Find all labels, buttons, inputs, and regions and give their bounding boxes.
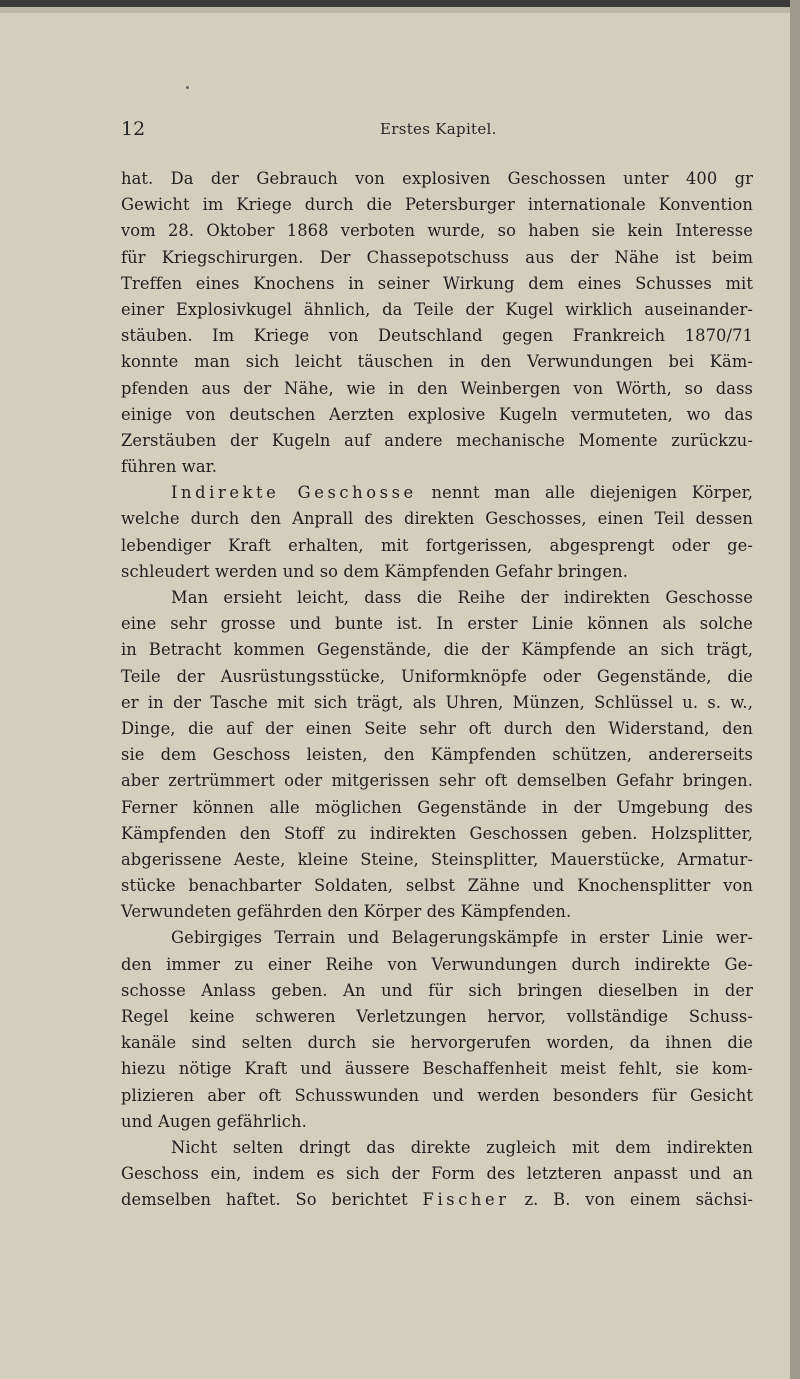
text-line: für Kriegschirurgen. Der Chassepotschuss aus der Nähe ist beim xyxy=(121,247,753,267)
text-line: vom 28. Oktober 1868 verboten wurde, so haben sie kein Interesse xyxy=(121,221,753,241)
text-line: pfenden aus der Nähe, wie in den Weinbergen von Wörth, so dass xyxy=(121,378,753,398)
emphasized-name: Fischer xyxy=(422,1190,510,1210)
text-line xyxy=(121,1187,753,1213)
text-line: Regel keine schweren Verletzungen hervor, vollständige Schuss- xyxy=(121,1007,753,1026)
text-line: Teile der Ausrüstungsstücke, Uniformknöpfe oder Gegenstände, die xyxy=(121,666,753,686)
scan-top-shadow xyxy=(0,7,800,13)
text-line: Gewicht im Kriege durch die Petersburger internationale Konvention xyxy=(121,195,753,215)
running-head: Erstes Kapitel. xyxy=(380,120,497,138)
text-line: welche durch den Anprall des direkten Geschosses, einen Teil dessen xyxy=(121,509,753,529)
paper-speck xyxy=(186,86,189,89)
text-line: schosse Anlass geben. An und für sich bringen dieselben in der xyxy=(121,980,753,1000)
text-segment: demselben haftet. So berichtet xyxy=(121,1190,408,1210)
text-line: Zerstäuben der Kugeln auf andere mechanische Momente zurückzu- xyxy=(121,430,753,450)
text-line: hiezu nötige Kraft und äussere Beschaffenheit meist fehlt, sie kom- xyxy=(121,1059,753,1079)
text-segment: nennt man alle diejenigen Körper, xyxy=(431,483,753,503)
text-line: Kämpfenden den Stoff zu indirekten Geschossen geben. Holzsplitter, xyxy=(121,823,753,843)
text-line: sie dem Geschoss leisten, den Kämpfenden schützen, andererseits xyxy=(121,745,753,765)
text-line: kanäle sind selten durch sie hervorgerufen worden, da ihnen die xyxy=(121,1033,753,1053)
text-line: Geschoss ein, indem es sich der Form des letzteren anpasst und an xyxy=(121,1164,753,1184)
page-header xyxy=(121,118,753,142)
text-line xyxy=(121,480,753,506)
text-line: den immer zu einer Reihe von Verwundungen durch indirekte Ge- xyxy=(121,954,753,974)
text-line: stäuben. Im Kriege von Deutschland gegen Frankreich 1870/71 xyxy=(121,326,753,346)
text-line: Nicht selten dringt das direkte zugleich mit dem indirekten xyxy=(171,1137,753,1157)
text-line: Gebirgiges Terrain und Belagerungskämpfe in erster Linie wer- xyxy=(171,928,753,948)
scan-right-edge xyxy=(790,0,800,1379)
text-line: eine sehr grosse und bunte ist. In erster Linie können als solche xyxy=(121,614,753,634)
text-line: schleudert werden und so dem Kämpfenden Gefahr bringen. xyxy=(121,561,629,581)
text-line: Ferner können alle möglichen Gegenstände in der Umgebung des xyxy=(121,797,753,817)
text-line: einer Explosivkugel ähnlich, da Teile der Kugel wirklich auseinander- xyxy=(121,299,753,319)
text-line: er in der Tasche mit sich trägt, als Uhren, Münzen, Schlüssel u. s. w., xyxy=(121,692,753,712)
text-line: abgerissene Aeste, kleine Steine, Steinsplitter, Mauerstücke, Armatur- xyxy=(121,849,753,869)
text-line: Treffen eines Knochens in seiner Wirkung dem eines Schusses mit xyxy=(121,273,753,293)
text-line: hat. Da der Gebrauch von explosiven Geschossen unter 400 gr xyxy=(121,169,753,188)
emphasized-term: Indirekte Geschosse xyxy=(171,483,417,503)
text-line: stücke benachbarter Soldaten, selbst Zähne und Knochensplitter von xyxy=(121,876,753,896)
text-line: aber zertrümmert oder mitgerissen sehr oft demselben Gefahr bringen. xyxy=(121,771,753,791)
text-line: plizieren aber oft Schusswunden und werden besonders für Gesicht xyxy=(121,1085,753,1105)
text-line: und Augen gefährlich. xyxy=(121,1111,307,1131)
text-line: führen war. xyxy=(121,457,217,477)
page-number: 12 xyxy=(121,118,146,140)
text-segment: z. B. von einem sächsi- xyxy=(524,1190,753,1210)
text-line: in Betracht kommen Gegenstände, die der Kämpfende an sich trägt, xyxy=(121,640,753,660)
body-text xyxy=(121,166,753,1214)
text-line: Verwundeten gefährden den Körper des Kämpfenden. xyxy=(121,902,572,922)
text-line: lebendiger Kraft erhalten, mit fortgerissen, abgesprengt oder ge- xyxy=(121,535,753,555)
text-line: Man ersieht leicht, dass die Reihe der indirekten Geschosse xyxy=(171,588,753,607)
text-line: einige von deutschen Aerzten explosive Kugeln vermuteten, wo das xyxy=(121,404,753,424)
text-line: Dinge, die auf der einen Seite sehr oft durch den Widerstand, den xyxy=(121,718,753,738)
text-line: konnte man sich leicht täuschen in den Verwundungen bei Käm- xyxy=(121,352,753,372)
scan-top-edge xyxy=(0,0,800,7)
